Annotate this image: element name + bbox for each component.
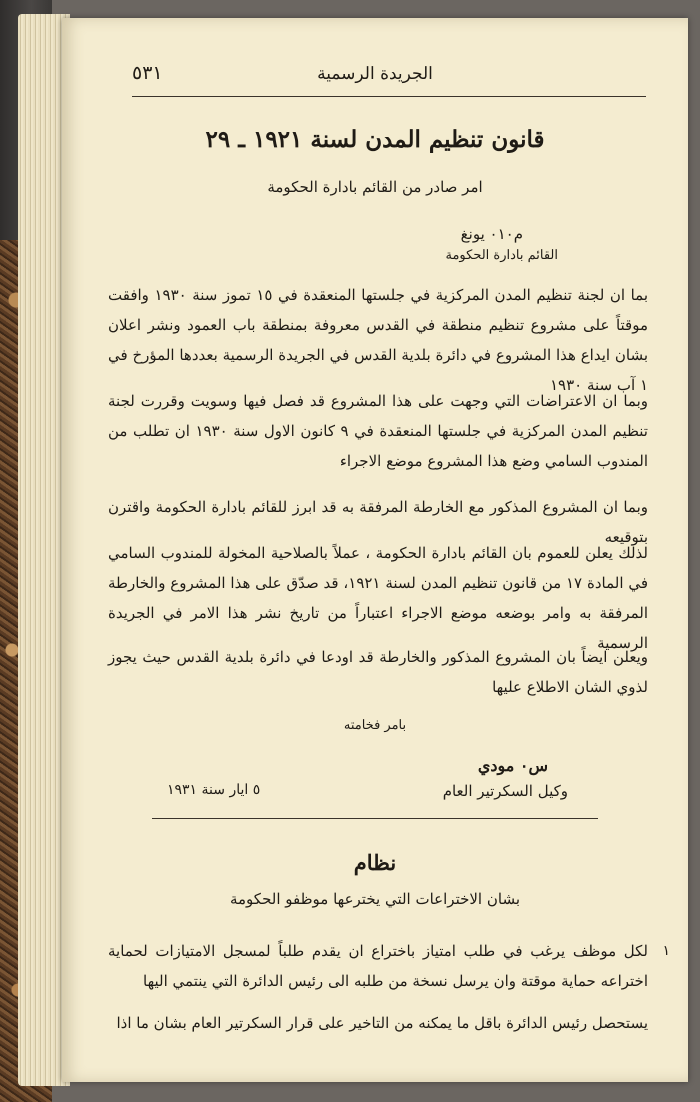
article-text: لكل موظف يرغب في طلب امتياز باختراع ان يقدم طلباً لمسجل الامتيازات لحماية اختراعه حماية موقتة وان يرسل نسخة من طلبه الى رئيس الدائرة التي ينتمي اليها [108,942,648,990]
article-number: ١ [662,943,670,959]
running-header: الجريدة الرسمية [317,64,433,84]
gazette-page [62,18,688,1082]
regulation-title: نظام [353,850,397,875]
page-number: ٥٣١ [132,62,163,84]
law-title: قانون تنظيم المدن لسنة ١٩٢١ ـ ٢٩ [205,126,545,153]
announcement-paragraph: لذلك يعلن للعموم بان القائم بادارة الحكومة ، عملاً بالصلاحية المخولة للمندوب السامي في المادة ١٧ من قانون تنظيم المدن لسنة ١٩٢١، قد صدّق على هذا المشروع والخارطة المرفقة به وامر بوضعه موضع الاجراء اعتباراً من تاريخ نشر هذا الامر في الجريدة الرسمية [108,544,648,652]
objections-paragraph: وبما ان الاعتراضات التي وجهت على هذا المشروع قد فصل فيها وسويت وقررت لجنة تنظيم المدن المركزية في جلستها المنعقدة في ٩ كانون الاول سنة ١٩٣٠ ان تطلب من المندوب السامي وضع هذا المشروع موضع الاجراء [108,392,648,470]
deposit-paragraph: ويعلن ايضاً بان المشروع المذكور والخارطة قد اودعا في دائرة بلدية القدس حيث يجوز لذوي الشان الاطلاع عليها [108,648,648,696]
by-order-line: بامر فخامته [343,718,407,733]
section-divider [152,818,598,819]
header-divider [132,96,646,97]
signature-date: ٥ ايار سنة ١٩٣١ [167,782,261,798]
regulation-subtitle: بشان الاختراعات التي يخترعها موظفو الحكومة [229,890,521,908]
map-paragraph: وبما ان المشروع المذكور مع الخارطة المرفقة به قد ابرز للقائم بادارة الحكومة واقترن بتوقيعه [108,498,648,546]
order-date-line: م٠١٠ يونغ [460,225,523,243]
issuing-office: القائم بادارة الحكومة [445,248,558,263]
continuation-line: يستحصل رئيس الدائرة باقل ما يمكنه من التاخير على قرار السكرتير العام بشان ما اذا [116,1014,648,1032]
decree-paragraph: بما ان لجنة تنظيم المدن المركزية في جلستها المنعقدة في ١٥ تموز سنة ١٩٣٠ وافقت موقتاً على مشروع تنظيم منطقة في القدس معروفة بمنطقة باب العمود ونشر اعلان بشان ايداع هذا المشروع في دائرة بلدية القدس في الجريدة الرسمية بعددها المؤرخ في ١ آب سنة ١٩٣٠ [108,286,648,394]
law-subtitle: امر صادر من القائم بادارة الحكومة [267,178,483,196]
article-1 [108,936,670,996]
signer-title: وكيل السكرتير العام [442,782,568,800]
signer-name: س٠ مودي [477,756,548,775]
